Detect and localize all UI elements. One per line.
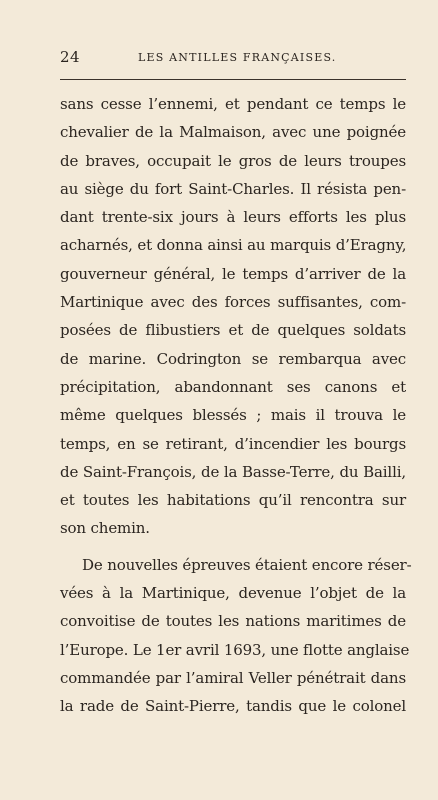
text-line: précipitation, abandonnant ses canons et — [60, 377, 406, 396]
text-line: de marine. Codrington se rembarqua avec — [60, 349, 406, 368]
text-line: Martinique avec des forces suffisantes, com- — [60, 293, 406, 312]
paragraph-gap — [60, 543, 406, 551]
paragraph-1 — [60, 90, 406, 543]
text-line: acharnés, et donna ainsi au marquis d’Eragny, — [60, 236, 407, 255]
text-line: gouverneur général, le temps d’arriver de la — [60, 264, 406, 283]
header-rule — [60, 79, 406, 80]
text-line: de Saint-François, de la Basse-Terre, du Bailli, — [60, 462, 406, 481]
text-line: au siège du fort Saint-Charles. Il résista pen- — [60, 179, 406, 198]
text-line: de braves, occupait le gros de leurs troupes — [60, 151, 406, 170]
text-line: même quelques blessés ; mais il trouva le — [60, 406, 406, 425]
text-line: De nouvelles épreuves étaient encore réser- — [82, 555, 412, 574]
page-number: 24 — [60, 48, 81, 66]
text-line: et toutes les habitations qu’il rencontra sur — [60, 491, 406, 510]
text-line: l’Europe. Le 1er avril 1693, une flotte anglaise — [60, 640, 410, 659]
text-line: la rade de Saint-Pierre, tandis que le colonel — [60, 697, 406, 716]
text-line: sans cesse l’ennemi, et pendant ce temps le — [60, 95, 406, 113]
text-line: chevalier de la Malmaison, avec une poignée — [60, 123, 406, 142]
text-line: commandée par l’amiral Veller pénétrait dans — [60, 668, 406, 687]
body-text — [60, 90, 412, 721]
page-header — [60, 48, 406, 66]
paragraph-2 — [60, 551, 412, 721]
text-line: convoitise de toutes les nations maritimes de — [60, 612, 406, 631]
text-line: dant trente-six jours à leurs efforts les plus — [60, 208, 406, 227]
text-line: posées de flibustiers et de quelques soldats — [60, 321, 406, 340]
running-title: LES ANTILLES FRANÇAISES. — [138, 51, 337, 64]
text-line: temps, en se retirant, d’incendier les bourgs — [60, 434, 406, 453]
text-line: vées à la Martinique, devenue l’objet de la — [60, 584, 406, 603]
text-line: son chemin. — [60, 519, 150, 538]
